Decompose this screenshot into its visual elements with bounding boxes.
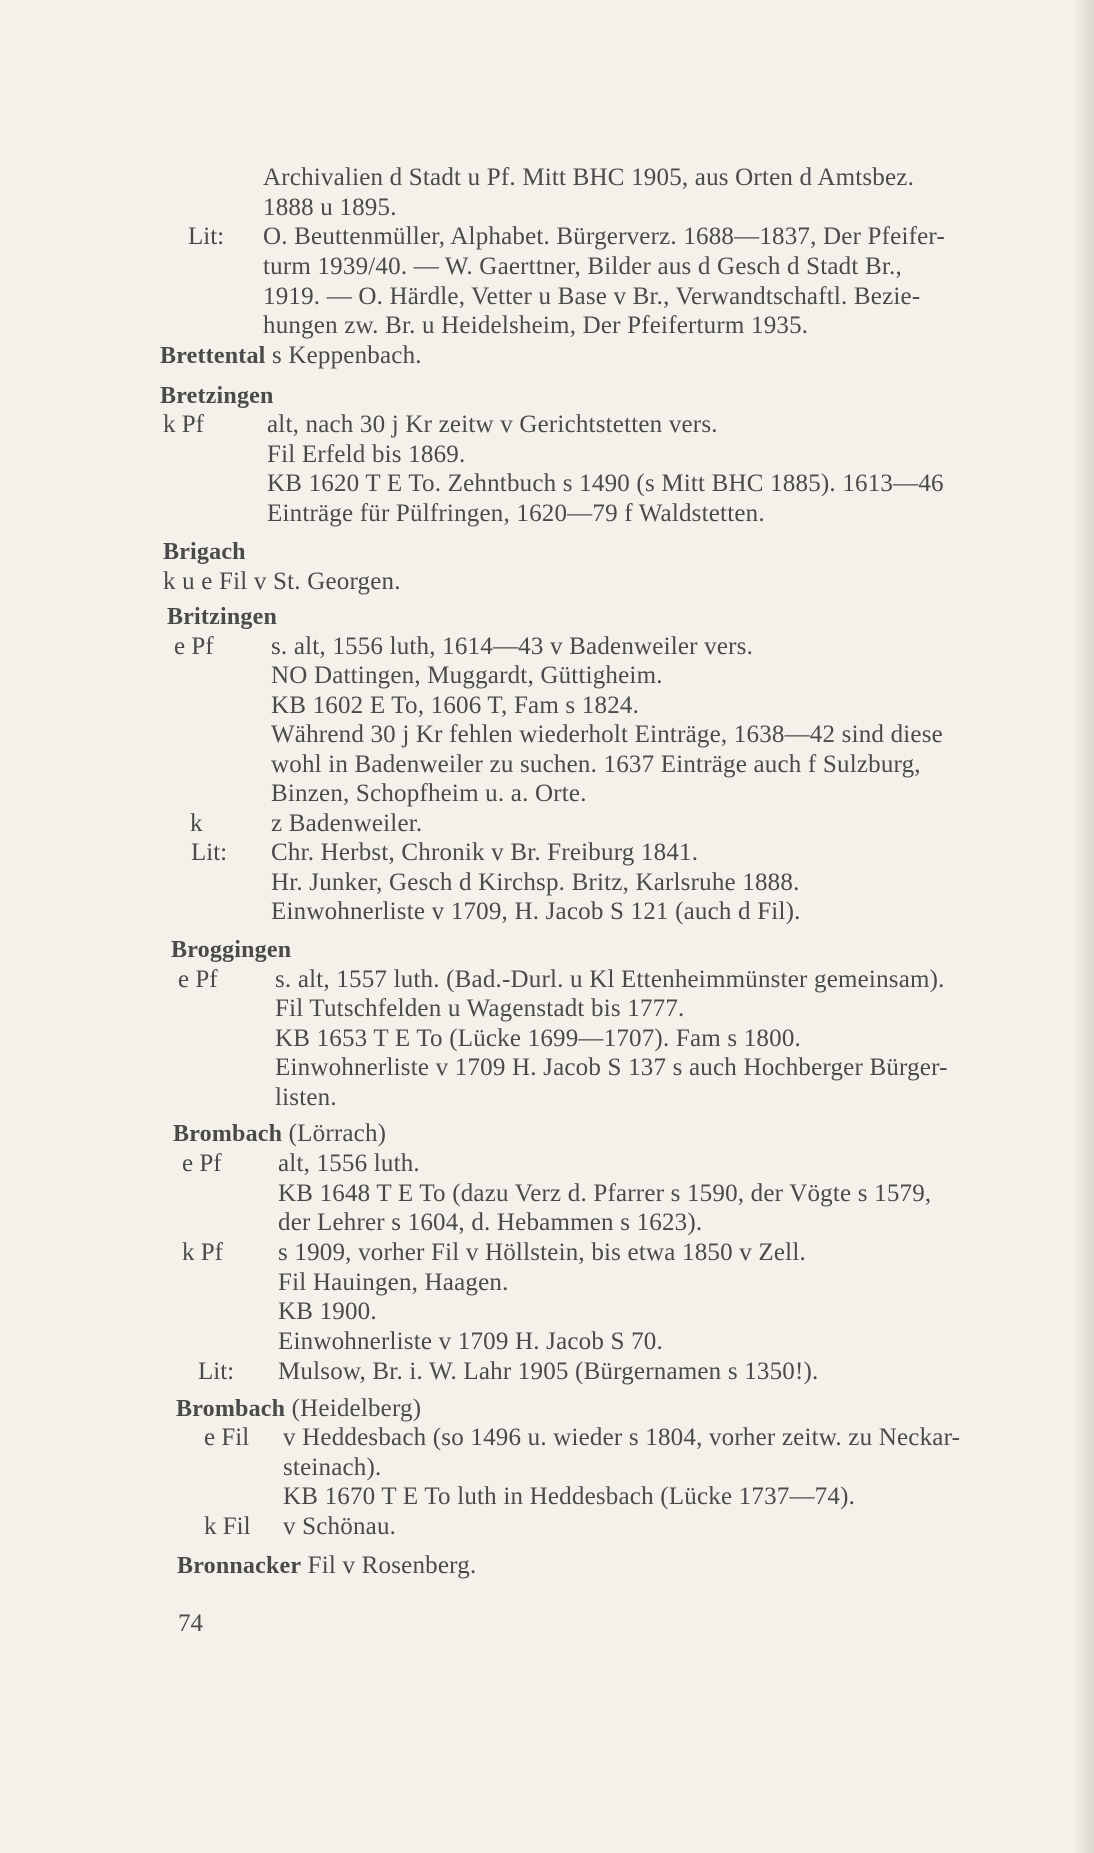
place-name: Broggingen <box>171 937 292 963</box>
place-name: Brettental <box>160 343 266 369</box>
entry-label: e Pf <box>182 1150 222 1177</box>
place-note: (Heidelberg) <box>285 1395 422 1422</box>
page-edge-shadow <box>1072 0 1094 1853</box>
place-name: Bretzingen <box>160 383 274 409</box>
entry-label: Lit: <box>191 839 228 866</box>
entry-label: Lit: <box>188 223 225 250</box>
entry-label: e Fil <box>204 1424 250 1451</box>
entry-heading-line <box>167 602 277 632</box>
place-name: Brigach <box>163 539 246 565</box>
place-name: Bronnacker <box>177 1553 302 1579</box>
text-line: KB 1648 T E To (dazu Verz d. Pfarrer s 1590, der Vögte s 1579, <box>278 1180 932 1207</box>
place-name: Britzingen <box>167 604 277 630</box>
place-note: s Keppenbach. <box>265 342 422 369</box>
entry-label: e Pf <box>178 966 218 993</box>
page-number: 74 <box>178 1610 203 1637</box>
entry-heading-line <box>171 935 291 965</box>
place-name: Brombach <box>173 1121 283 1147</box>
text-line: KB 1670 T E To luth in Heddesbach (Lücke 1737—74). <box>283 1483 856 1510</box>
text-line: alt, 1556 luth. <box>278 1150 420 1177</box>
text-line: 1888 u 1895. <box>263 194 397 221</box>
text-line: s. alt, 1557 luth. (Bad.-Durl. u Kl Ettenheimmünster gemeinsam). <box>275 966 945 993</box>
text-line: s. alt, 1556 luth, 1614—43 v Badenweiler vers. <box>271 633 754 660</box>
entry-label: k Pf <box>182 1239 223 1266</box>
text-line: O. Beuttenmüller, Alphabet. Bürgerverz. 1688—1837, Der Pfeifer- <box>263 223 945 250</box>
entry-label: Lit: <box>198 1358 235 1385</box>
entry-heading-line <box>173 1119 386 1149</box>
text-line: Einwohnerliste v 1709 H. Jacob S 70. <box>278 1328 663 1355</box>
text-line: Während 30 j Kr fehlen wiederholt Einträge, 1638—42 sind diese <box>271 721 943 748</box>
entry-heading-line <box>160 381 274 411</box>
entry-heading-line <box>160 341 422 371</box>
text-line: NO Dattingen, Muggardt, Güttigheim. <box>271 662 663 689</box>
text-line: Archivalien d Stadt u Pf. Mitt BHC 1905, aus Orten d Amtsbez. <box>263 164 915 191</box>
text-line: k u e Fil v St. Georgen. <box>163 568 401 595</box>
text-line: KB 1900. <box>278 1298 377 1325</box>
text-line: Einträge für Pülfringen, 1620—79 f Waldstetten. <box>267 500 765 527</box>
text-line: 1919. — O. Härdle, Vetter u Base v Br., Verwandtschaftl. Bezie- <box>263 283 921 310</box>
place-note: Fil v Rosenberg. <box>301 1552 477 1579</box>
text-line: v Heddesbach (so 1496 u. wieder s 1804, vorher zeitw. zu Neckar- <box>283 1424 961 1451</box>
text-line: wohl in Badenweiler zu suchen. 1637 Einträge auch f Sulzburg, <box>271 751 921 778</box>
text-line: KB 1620 T E To. Zehntbuch s 1490 (s Mitt BHC 1885). 1613—46 <box>267 470 944 497</box>
entry-label: e Pf <box>174 633 214 660</box>
text-line: listen. <box>275 1084 337 1111</box>
text-line: steinach). <box>283 1454 382 1481</box>
text-line: v Schönau. <box>283 1513 397 1540</box>
text-line: Hr. Junker, Gesch d Kirchsp. Britz, Karlsruhe 1888. <box>271 869 800 896</box>
entry-heading-line <box>177 1551 476 1581</box>
entry-label: k <box>190 810 203 837</box>
text-line: s 1909, vorher Fil v Höllstein, bis etwa 1850 v Zell. <box>278 1239 806 1266</box>
text-line: KB 1602 E To, 1606 T, Fam s 1824. <box>271 692 640 719</box>
text-line: hungen zw. Br. u Heidelsheim, Der Pfeiferturm 1935. <box>263 312 809 339</box>
text-line: z Badenweiler. <box>271 810 423 837</box>
text-line: turm 1939/40. — W. Gaerttner, Bilder aus d Gesch d Stadt Br., <box>263 253 902 280</box>
entry-heading-line <box>163 537 246 567</box>
place-name: Brombach <box>176 1396 286 1422</box>
text-line: Mulsow, Br. i. W. Lahr 1905 (Bürgernamen s 1350!). <box>278 1358 819 1385</box>
entry-label: k Fil <box>204 1513 251 1540</box>
place-note: (Lörrach) <box>282 1120 387 1147</box>
text-line: KB 1653 T E To (Lücke 1699—1707). Fam s 1800. <box>275 1025 801 1052</box>
entry-label: k Pf <box>163 411 204 438</box>
text-line: Einwohnerliste v 1709 H. Jacob S 137 s auch Hochberger Bürger- <box>275 1054 948 1081</box>
entry-heading-line <box>176 1394 421 1424</box>
text-line: alt, nach 30 j Kr zeitw v Gerichtstetten vers. <box>267 411 718 438</box>
text-line: Fil Hauingen, Haagen. <box>278 1269 509 1296</box>
text-line: Einwohnerliste v 1709, H. Jacob S 121 (auch d Fil). <box>271 898 801 925</box>
text-line: der Lehrer s 1604, d. Hebammen s 1623). <box>278 1209 703 1236</box>
text-line: Fil Erfeld bis 1869. <box>267 441 466 468</box>
text-line: Fil Tutschfelden u Wagenstadt bis 1777. <box>275 995 685 1022</box>
text-line: Chr. Herbst, Chronik v Br. Freiburg 1841. <box>271 839 699 866</box>
text-line: Binzen, Schopfheim u. a. Orte. <box>271 780 587 807</box>
